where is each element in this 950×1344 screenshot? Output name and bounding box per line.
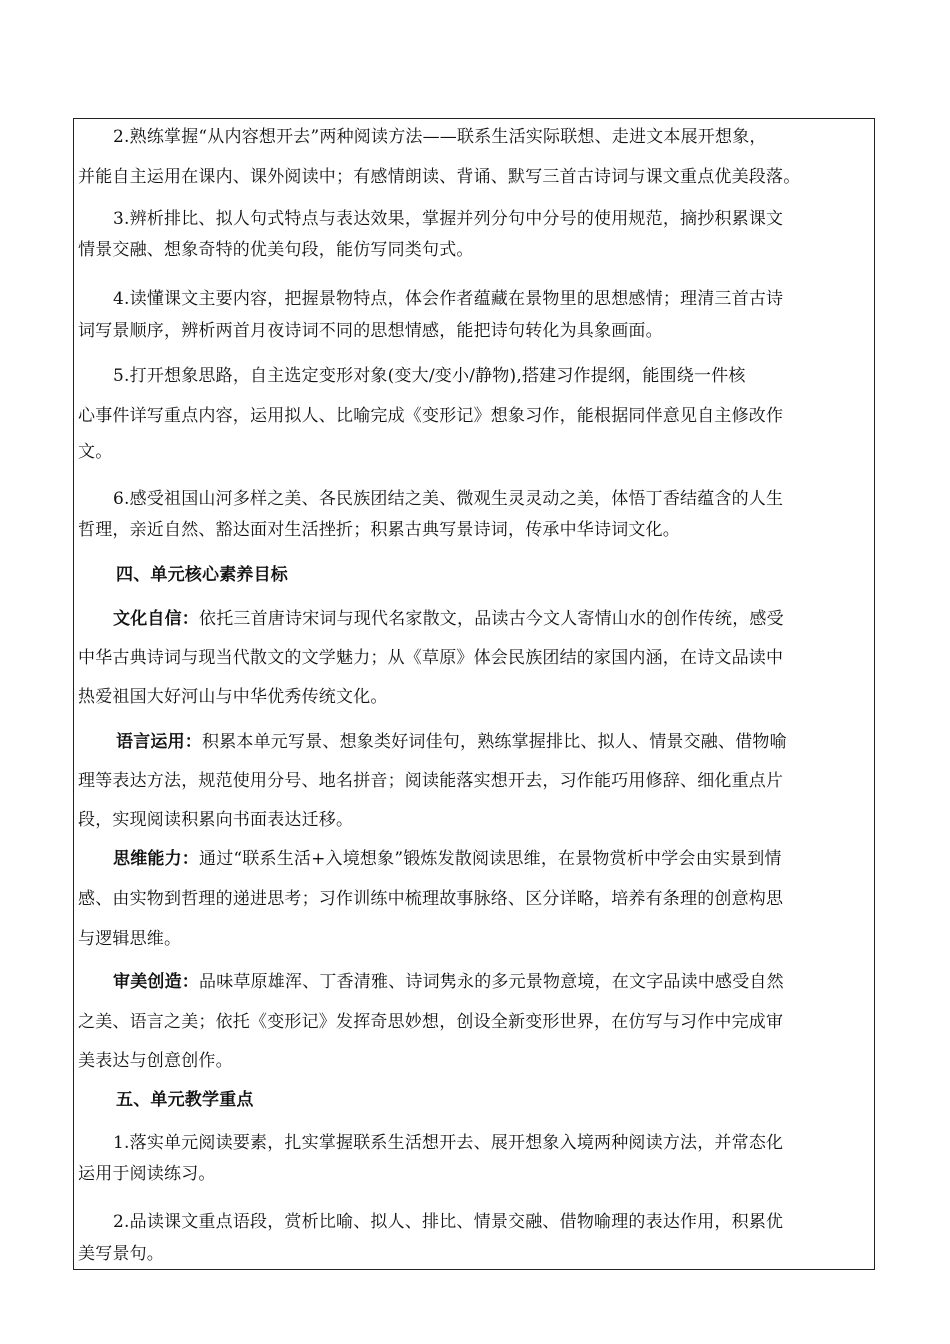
goal-2-line-1: 2.熟练掌握“从内容想开去”两种阅读方法——联系生活实际联想、走进文本展开想象， bbox=[113, 127, 767, 147]
goal-4-line-2: 词写景顺序，辨析两首月夜诗词不同的思想情感，能把诗句转化为具象画面。 bbox=[78, 321, 663, 341]
aesthetic-line-3: 美表达与创意创作。 bbox=[78, 1051, 233, 1071]
thinking-line-3: 与逻辑思维。 bbox=[78, 929, 182, 949]
aesthetic-text: 品味草原雄浑、丁香清雅、诗词隽永的多元景物意境，在文字品读中感受自然 bbox=[199, 972, 784, 992]
goal-6-line-1: 6.感受祖国山河多样之美、各民族团结之美、微观生灵灵动之美，体悟丁香结蕴含的人生 bbox=[113, 489, 784, 509]
language-label: 语言运用： bbox=[116, 732, 202, 752]
focus-1-line-1: 1.落实单元阅读要素，扎实掌握联系生活想开去、展开想象入境两种阅读方法，并常态化 bbox=[113, 1133, 784, 1153]
thinking-line-2: 感、由实物到哲理的递进思考；习作训练中梳理故事脉络、区分详略，培养有条理的创意构思 bbox=[78, 889, 784, 909]
goal-2-line-2: 并能自主运用在课内、课外阅读中；有感情朗读、背诵、默写三首古诗词与课文重点优美段落。 bbox=[78, 167, 801, 187]
thinking-text: 通过“联系生活+入境想象”锻炼发散阅读思维，在景物赏析中学会由实景到情 bbox=[199, 849, 782, 869]
goal-4-line-1: 4.读懂课文主要内容，把握景物特点，体会作者蕴藏在景物里的思想感情；理清三首古诗 bbox=[113, 289, 784, 309]
focus-1-line-2: 运用于阅读练习。 bbox=[78, 1164, 216, 1184]
goal-5-line-3: 文。 bbox=[78, 442, 113, 462]
aesthetic-line-1 bbox=[113, 972, 784, 992]
language-text: 积累本单元写景、想象类好词佳句，熟练掌握排比、拟人、情景交融、借物喻 bbox=[202, 732, 787, 752]
focus-2-line-2: 美写景句。 bbox=[78, 1244, 164, 1264]
culture-line-3: 热爱祖国大好河山与中华优秀传统文化。 bbox=[78, 687, 388, 707]
section-4-heading: 四、单元核心素养目标 bbox=[116, 565, 288, 585]
language-line-1 bbox=[116, 732, 787, 752]
goal-5-line-2: 心事件详写重点内容，运用拟人、比喻完成《变形记》想象习作，能根据同伴意见自主修改作 bbox=[78, 406, 784, 426]
culture-label: 文化自信： bbox=[113, 609, 199, 629]
language-line-3: 段，实现阅读积累向书面表达迁移。 bbox=[78, 810, 354, 830]
thinking-label: 思维能力： bbox=[113, 849, 199, 869]
goal-3-line-1: 3.辨析排比、拟人句式特点与表达效果，掌握并列分句中分号的使用规范，摘抄积累课文 bbox=[113, 209, 784, 229]
language-line-2: 理等表达方法，规范使用分号、地名拼音；阅读能落实想开去，习作能巧用修辞、细化重点片 bbox=[78, 771, 784, 791]
culture-line-1 bbox=[113, 609, 784, 629]
aesthetic-line-2: 之美、语言之美；依托《变形记》发挥奇思妙想，创设全新变形世界，在仿写与习作中完成审 bbox=[78, 1012, 784, 1032]
section-5-heading: 五、单元教学重点 bbox=[116, 1090, 254, 1110]
goal-3-line-2: 情景交融、想象奇特的优美句段，能仿写同类句式。 bbox=[78, 240, 474, 260]
aesthetic-label: 审美创造： bbox=[113, 972, 199, 992]
goal-6-line-2: 哲理，亲近自然、豁达面对生活挫折；积累古典写景诗词，传承中华诗词文化。 bbox=[78, 520, 680, 540]
culture-line-2: 中华古典诗词与现当代散文的文学魅力；从《草原》体会民族团结的家国内涵，在诗文品读中 bbox=[78, 648, 784, 668]
culture-text: 依托三首唐诗宋词与现代名家散文，品读古今文人寄情山水的创作传统，感受 bbox=[199, 609, 784, 629]
thinking-line-1 bbox=[113, 849, 782, 869]
goal-5-line-1: 5.打开想象思路，自主选定变形对象(变大/变小/静物),搭建习作提纲，能围绕一件核 bbox=[113, 366, 746, 386]
focus-2-line-1: 2.品读课文重点语段，赏析比喻、拟人、排比、情景交融、借物喻理的表达作用，积累优 bbox=[113, 1212, 784, 1232]
